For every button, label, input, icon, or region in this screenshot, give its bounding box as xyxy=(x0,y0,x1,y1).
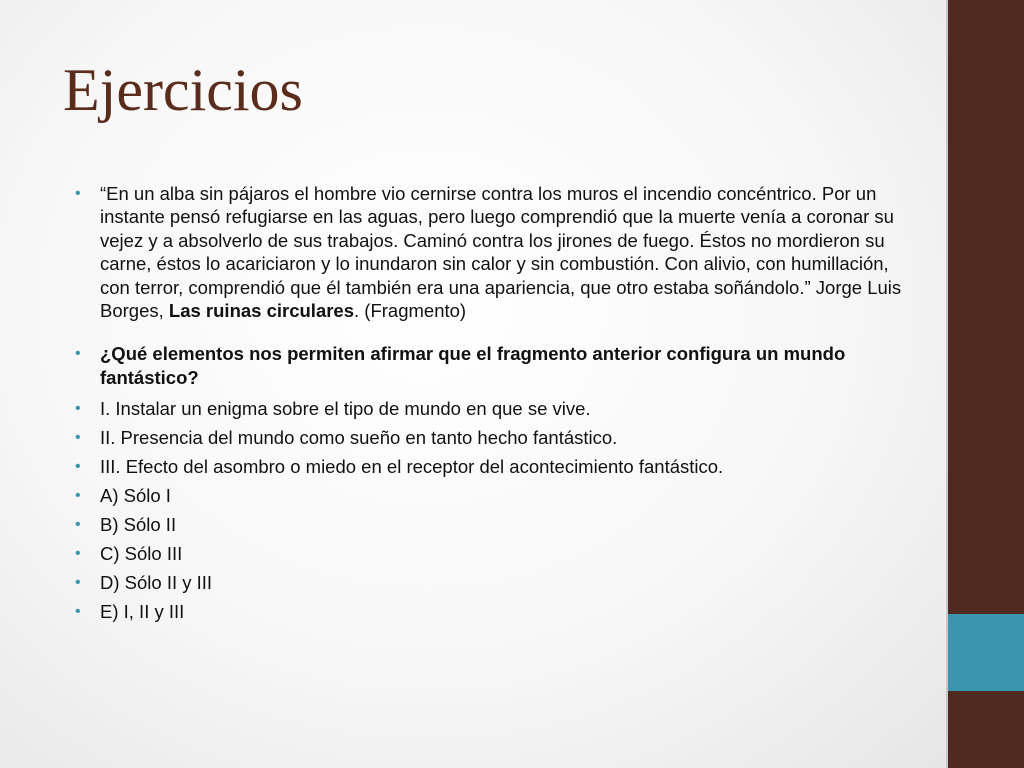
answer-option-item xyxy=(75,481,905,510)
slide-body-list xyxy=(75,182,905,626)
answer-option-text: B) Sólo II xyxy=(100,514,177,536)
statement-item xyxy=(75,452,905,481)
bullet-icon: • xyxy=(75,400,81,418)
statement-item xyxy=(75,394,905,423)
bullet-icon: • xyxy=(75,345,81,363)
statement-text: II. Presencia del mundo como sueño en tanto hecho fantástico. xyxy=(100,427,618,449)
answer-option-text: C) Sólo III xyxy=(100,543,183,565)
bullet-icon: • xyxy=(75,516,81,534)
answer-option-item xyxy=(75,539,905,568)
answer-option-item xyxy=(75,597,905,626)
answer-option-text: D) Sólo II y III xyxy=(100,572,213,594)
statement-text: III. Efecto del asombro o miedo en el receptor del acontecimiento fantástico. xyxy=(100,456,724,478)
answer-option-item xyxy=(75,568,905,597)
quote-work-title: Las ruinas circulares xyxy=(168,300,355,322)
sidebar-accent-block xyxy=(948,614,1024,691)
bullet-icon: • xyxy=(75,545,81,563)
statement-item xyxy=(75,423,905,452)
slide-title: Ejercicios xyxy=(63,57,303,123)
bullet-icon: • xyxy=(75,185,81,202)
bullet-icon: • xyxy=(75,458,81,476)
bullet-icon: • xyxy=(75,603,81,621)
quote-text: “En un alba sin pájaros el hombre vio cernirse contra los muros el incendio concéntrico. Por un instante pensó refugiarse en las aguas, pero luego comprendió que la muerte venía a coronar su vejez y a absolverlo de sus trabajos. Caminó contra los jirones de fuego. Éstos no mordieron su carne, éstos lo acariciaron y lo inundaron sin calor y sin combustión. Con alivio, con humillación, con terror, comprendió que él también era una apariencia, que otro estaba soñándolo.” Jorge Luis Borges, xyxy=(100,183,902,322)
quote-bullet-item xyxy=(75,182,905,322)
question-text: ¿Qué elementos nos permiten afirmar que el fragmento anterior configura un mundo fantástico? xyxy=(100,343,846,388)
bullet-icon: • xyxy=(75,574,81,592)
question-bullet-item xyxy=(75,342,905,389)
statement-text: I. Instalar un enigma sobre el tipo de mundo en que se vive. xyxy=(100,398,591,420)
bullet-icon: • xyxy=(75,487,81,505)
answer-option-text: E) I, II y III xyxy=(100,601,185,623)
answer-option-text: A) Sólo I xyxy=(100,485,171,507)
bullet-icon: • xyxy=(75,429,81,447)
quote-suffix: . (Fragmento) xyxy=(354,300,467,322)
answer-option-item xyxy=(75,510,905,539)
